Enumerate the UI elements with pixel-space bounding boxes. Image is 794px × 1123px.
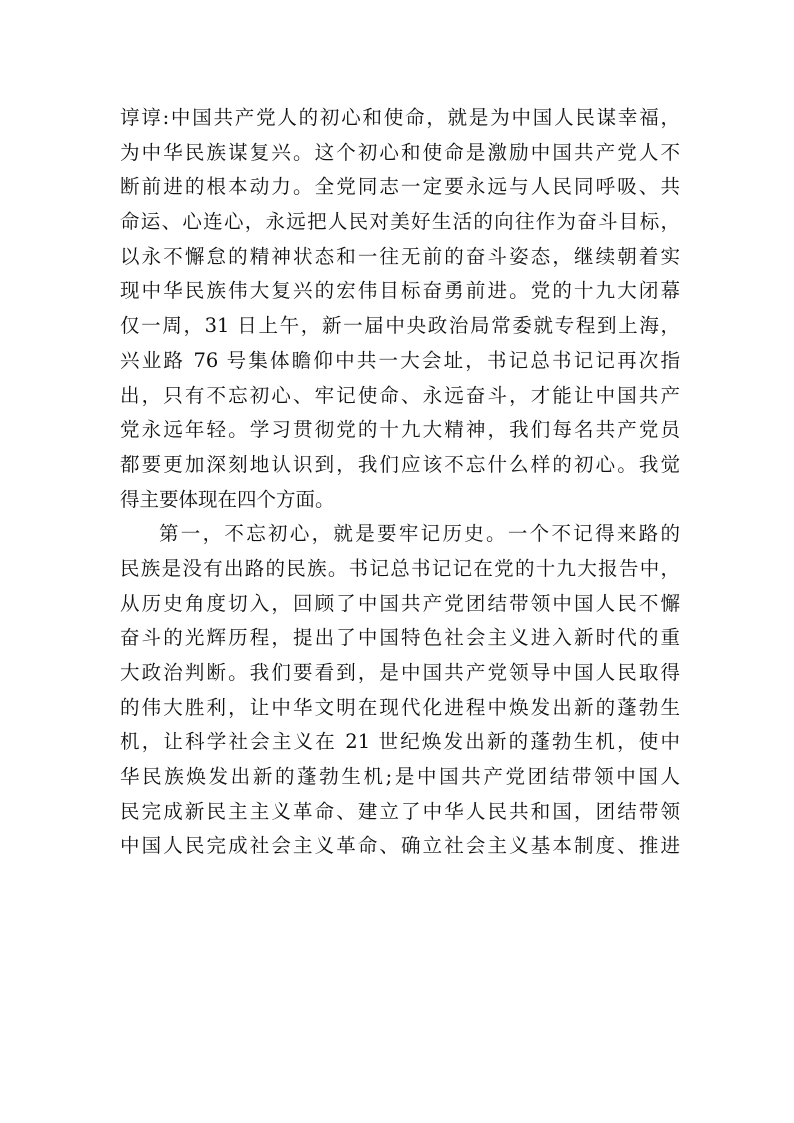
text-line: 以永不懈怠的精神状态和一往无前的奋斗姿态，继续朝着实 <box>120 244 680 268</box>
text-line: 谆谆:中国共产党人的初心和使命，就是为中国人民谋幸福， <box>120 106 680 129</box>
text-line: 都要更加深刻地认识到，我们应该不忘什么样的初心。我觉 <box>120 452 680 476</box>
text-line: 民完成新民主主义革命、建立了中华人民共和国，团结带领 <box>120 799 680 823</box>
body-text <box>120 101 680 864</box>
text-line: 命运、心连心，永远把人民对美好生活的向往作为奋斗目标， <box>120 210 680 234</box>
text-line: 得主要体现在四个方面。 <box>120 487 335 511</box>
text-line: 从历史角度切入，回顾了中国共产党团结带领中国人民不懈 <box>120 591 680 615</box>
text-line: 民族是没有出路的民族。书记总书记记在党的十九大报告中， <box>120 556 680 580</box>
text-line: 兴业路 76 号集体瞻仰中共一大会址，书记总书记记再次指 <box>120 348 680 372</box>
text-line: 仅一周，31 日上午，新一届中央政治局常委就专程到上海， <box>120 314 680 338</box>
paragraph-first-line: 第一，不忘初心，就是要牢记历史。一个不记得来路的 <box>159 522 680 546</box>
text-line: 中国人民完成社会主义革命、确立社会主义基本制度、推进 <box>120 834 680 858</box>
text-line: 机，让科学社会主义在 21 世纪焕发出新的蓬勃生机，使中 <box>120 730 680 754</box>
text-line: 大政治判断。我们要看到，是中国共产党领导中国人民取得 <box>120 661 680 684</box>
text-line: 华民族焕发出新的蓬勃生机;是中国共产党团结带领中国人 <box>120 765 680 789</box>
text-line: 出，只有不忘初心、牢记使命、永远奋斗，才能让中国共产 <box>120 383 680 407</box>
text-line: 的伟大胜利，让中华文明在现代化进程中焕发出新的蓬勃生 <box>120 695 680 719</box>
text-line: 现中华民族伟大复兴的宏伟目标奋勇前进。党的十九大闭幕 <box>120 279 680 303</box>
text-line: 党永远年轻。学习贯彻党的十九大精神，我们每名共产党员 <box>120 418 680 442</box>
text-line: 奋斗的光辉历程，提出了中国特色社会主义进入新时代的重 <box>120 626 680 650</box>
text-line: 断前进的根本动力。全党同志一定要永远与人民同呼吸、共 <box>120 175 680 199</box>
text-line: 为中华民族谋复兴。这个初心和使命是激励中国共产党人不 <box>120 140 680 164</box>
